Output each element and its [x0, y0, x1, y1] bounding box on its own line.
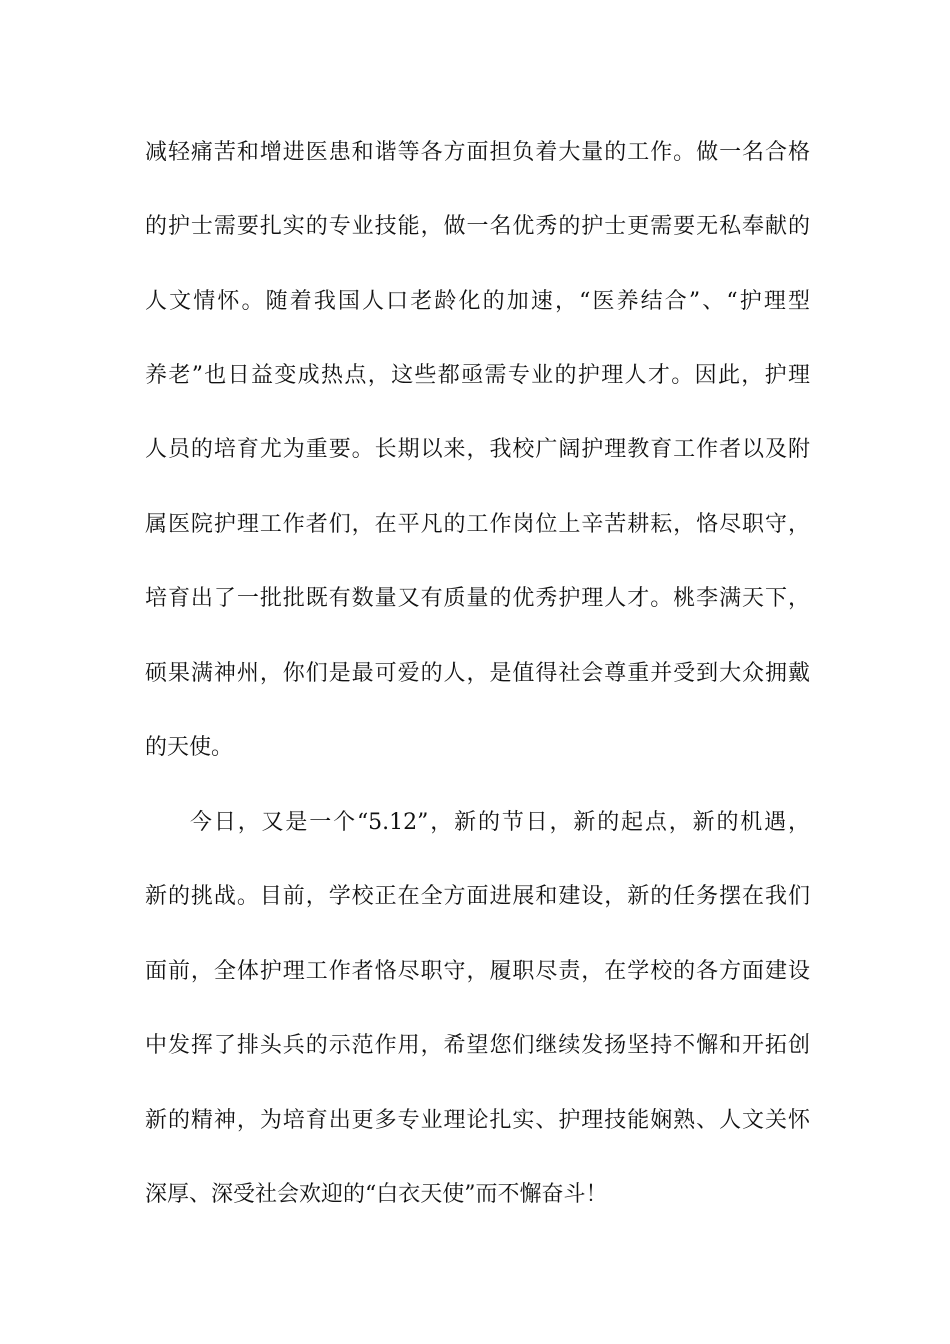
text-line: 人员的培育尤为重要。长期以来，我校广阔护理教育工作者以及附 — [145, 437, 810, 462]
text-line: 减轻痛苦和增进医患和谐等各方面担负着大量的工作。做一名合格 — [145, 140, 810, 165]
text-line: 面前，全体护理工作者恪尽职守，履职尽责，在学校的各方面建设 — [145, 959, 810, 984]
text-line: 中发挥了排头兵的示范作用，希望您们继续发扬坚持不懈和开拓创 — [145, 1033, 810, 1058]
text-line: 养老”也日益变成热点，这些都亟需专业的护理人才。因此，护理 — [145, 363, 810, 388]
text-line: 培育出了一批批既有数量又有质量的优秀护理人才。桃李满天下， — [145, 586, 810, 611]
text-line: 新的精神，为培育出更多专业理论扎实、护理技能娴熟、人文关怀 — [145, 1108, 810, 1133]
paragraph-first-line: 今日，又是一个“5.12”，新的节日，新的起点，新的机遇， — [190, 810, 810, 835]
text-line: 人文情怀。随着我国人口老龄化的加速，“医养结合”、“护理型 — [145, 289, 810, 314]
text-line: 新的挑战。目前，学校正在全方面进展和建设，新的任务摆在我们 — [145, 884, 810, 909]
text-line: 属医院护理工作者们，在平凡的工作岗位上辛苦耕耘，恪尽职守， — [145, 512, 810, 537]
text-line: 深厚、深受社会欢迎的“白衣天使”而不懈奋斗！ — [145, 1182, 608, 1207]
text-line: 硕果满神州，你们是最可爱的人，是值得社会尊重并受到大众拥戴 — [145, 661, 810, 686]
text-line: 的天使。 — [145, 735, 234, 760]
text-line: 的护士需要扎实的专业技能，做一名优秀的护士更需要无私奉献的 — [145, 214, 810, 239]
